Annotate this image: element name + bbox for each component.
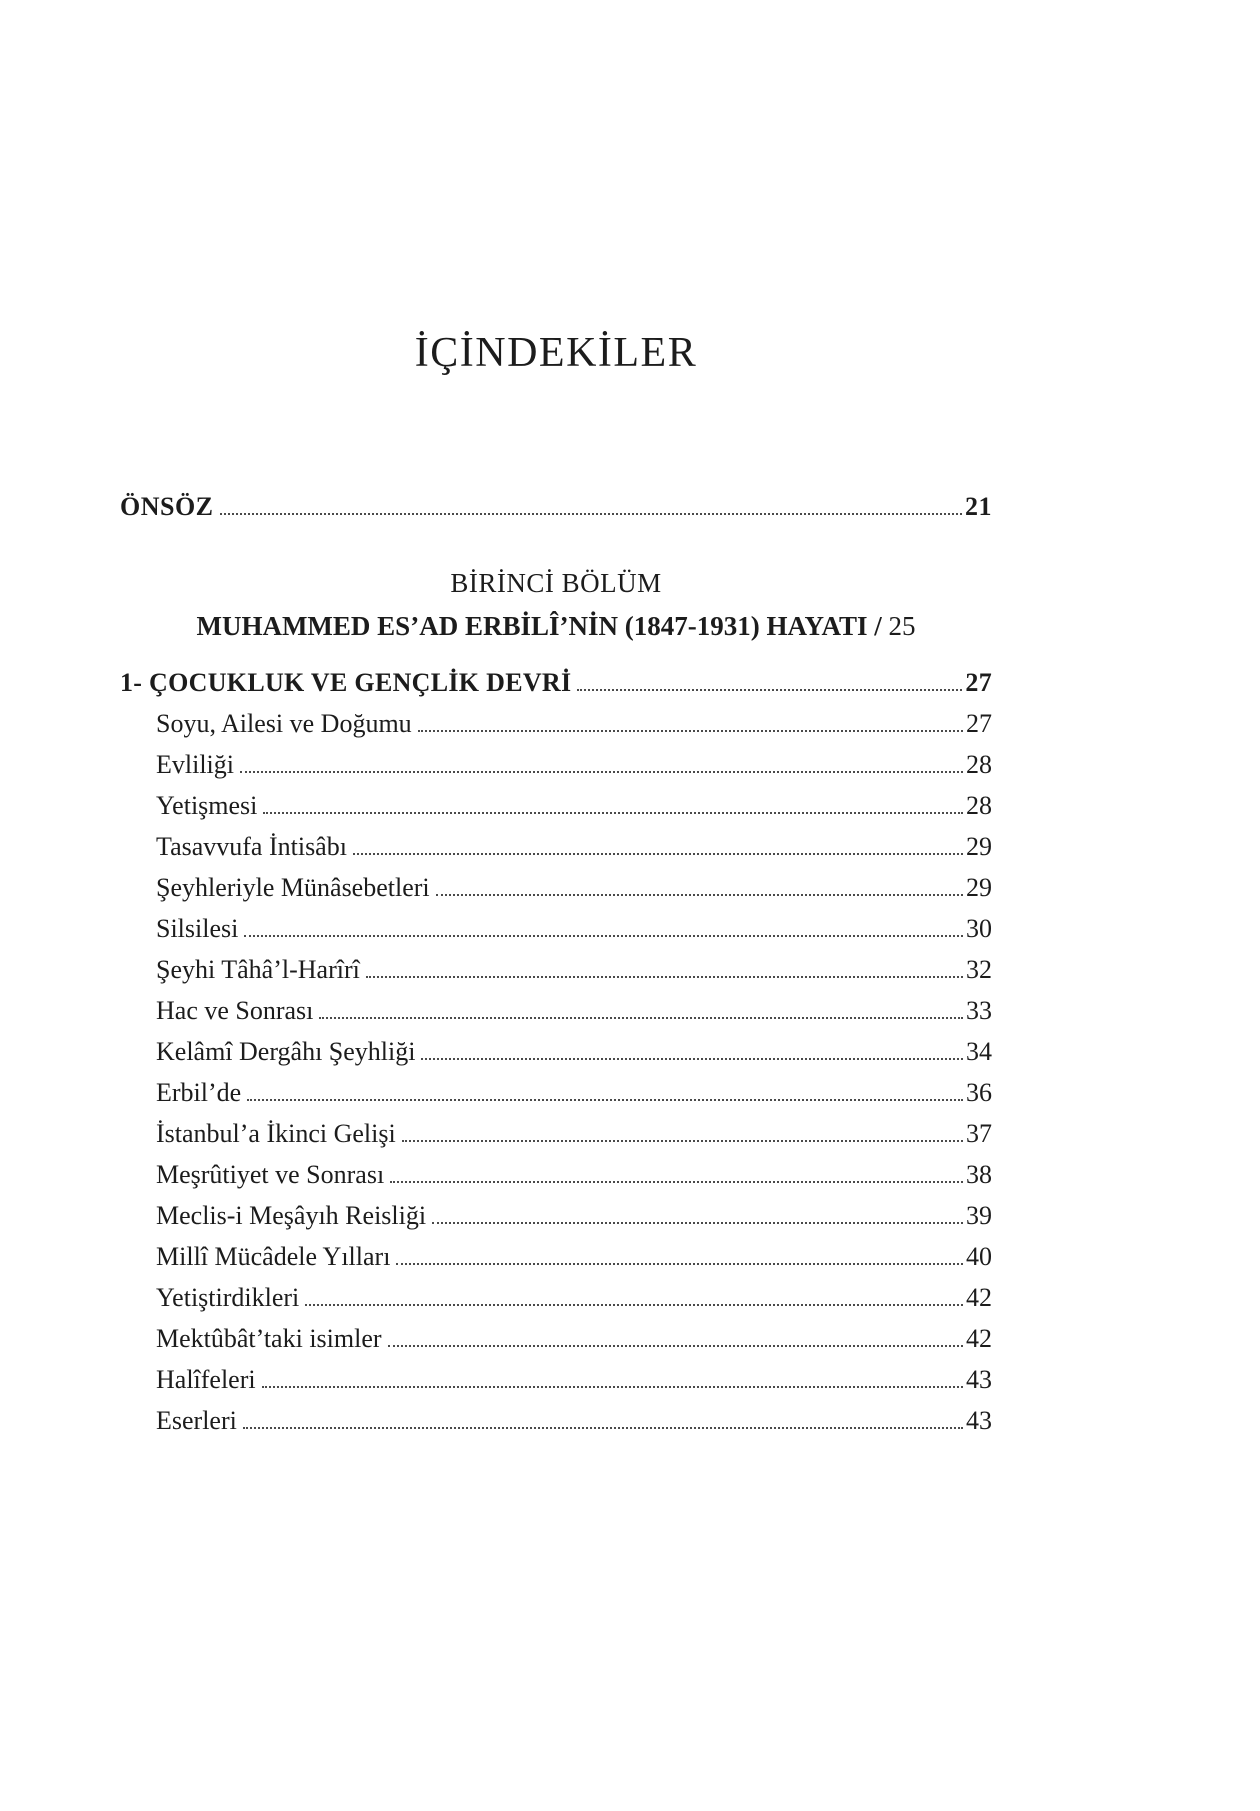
dot-leader — [388, 1345, 963, 1347]
dot-leader — [366, 976, 963, 978]
entry-page-number: 43 — [966, 1365, 992, 1394]
entry-page-number: 34 — [966, 1037, 992, 1066]
entry-page-number: 40 — [966, 1242, 992, 1271]
entry-label: Yetiştirdikleri — [156, 1283, 300, 1312]
entry-page-number: 43 — [966, 1406, 992, 1435]
toc-entry — [120, 1201, 992, 1231]
entry-label: İstanbul’a İkinci Gelişi — [156, 1119, 396, 1148]
entry-label: Soyu, Ailesi ve Doğumu — [156, 709, 412, 738]
dot-leader — [402, 1140, 963, 1142]
chapter-heading-text: MUHAMMED ES’AD ERBİLÎ’NİN (1847-1931) HAYATI — [196, 611, 868, 641]
onsoz-page-number: 21 — [965, 492, 992, 521]
entry-page-number: 28 — [966, 750, 992, 779]
entry-label: Eserleri — [156, 1406, 237, 1435]
toc-entry — [120, 832, 992, 862]
entry-label: Silsilesi — [156, 914, 239, 943]
chapter-page-number: 25 — [888, 611, 916, 641]
dot-leader — [319, 1017, 963, 1019]
entry-page-number: 39 — [966, 1201, 992, 1230]
entry-label: Erbil’de — [156, 1078, 242, 1107]
dot-leader — [244, 935, 963, 937]
entry-page-number: 42 — [966, 1283, 992, 1312]
toc-entry — [120, 955, 992, 985]
entry-page-number: 29 — [966, 832, 992, 861]
entry-page-number: 27 — [966, 709, 992, 738]
toc-entry — [120, 1119, 992, 1149]
entry-page-number: 28 — [966, 791, 992, 820]
chapter-heading — [120, 611, 992, 642]
toc-entry — [120, 1283, 992, 1313]
section-label: 1- ÇOCUKLUK VE GENÇLİK DEVRİ — [120, 668, 572, 697]
toc-entry — [120, 1242, 992, 1272]
toc-entry — [120, 791, 992, 821]
entry-page-number: 37 — [966, 1119, 992, 1148]
entry-label: Şeyhi Tâhâ’l-Harîrî — [156, 955, 360, 984]
toc-entry — [120, 709, 992, 739]
dot-leader — [353, 853, 963, 855]
dot-leader — [247, 1099, 963, 1101]
dot-leader — [390, 1181, 963, 1183]
dot-leader — [421, 1058, 963, 1060]
entry-label: Evliliği — [156, 750, 234, 779]
entry-label: Millî Mücâdele Yılları — [156, 1242, 391, 1271]
entry-label: Kelâmî Dergâhı Şeyhliği — [156, 1037, 416, 1066]
entry-page-number: 38 — [966, 1160, 992, 1189]
toc-section-row — [120, 668, 992, 698]
entry-page-number: 42 — [966, 1324, 992, 1353]
toc-entry — [120, 1324, 992, 1354]
toc-entry — [120, 996, 992, 1026]
dot-leader — [305, 1304, 963, 1306]
entry-label: Meşrûtiyet ve Sonrası — [156, 1160, 385, 1189]
dot-leader — [243, 1427, 963, 1429]
entry-label: Hac ve Sonrası — [156, 996, 314, 1025]
toc-entry — [120, 1406, 992, 1436]
toc-entries — [120, 709, 992, 1436]
toc-entry — [120, 1078, 992, 1108]
chapter-heading-separator: / — [867, 611, 889, 641]
dot-leader — [418, 730, 963, 732]
entry-page-number: 29 — [966, 873, 992, 902]
entry-page-number: 36 — [966, 1078, 992, 1107]
toc-row-onsoz — [120, 492, 992, 522]
dot-leader — [240, 771, 963, 773]
entry-label: Mektûbât’taki isimler — [156, 1324, 382, 1353]
dot-leader — [220, 513, 962, 515]
dot-leader — [432, 1222, 963, 1224]
dot-leader — [262, 1386, 963, 1388]
entry-label: Halîfeleri — [156, 1365, 256, 1394]
dot-leader — [396, 1263, 963, 1265]
section-page-number: 27 — [965, 668, 992, 697]
toc-entry — [120, 873, 992, 903]
toc-entry — [120, 914, 992, 944]
dot-leader — [577, 689, 962, 691]
dot-leader — [263, 812, 963, 814]
entry-page-number: 33 — [966, 996, 992, 1025]
toc-entry — [120, 1037, 992, 1067]
dot-leader — [436, 894, 963, 896]
toc-content — [120, 332, 992, 1436]
entry-label: Yetişmesi — [156, 791, 258, 820]
entry-page-number: 32 — [966, 955, 992, 984]
page-title: İÇİNDEKİLER — [414, 330, 698, 376]
entry-label: Meclis-i Meşâyıh Reisliği — [156, 1201, 427, 1230]
entry-page-number: 30 — [966, 914, 992, 943]
entry-label: Tasavvufa İntisâbı — [156, 832, 347, 861]
onsoz-label: ÖNSÖZ — [120, 492, 214, 521]
entry-label: Şeyhleriyle Münâsebetleri — [156, 873, 430, 902]
toc-entry — [120, 750, 992, 780]
toc-entry — [120, 1365, 992, 1395]
chapter-kicker: BİRİNCİ BÖLÜM — [450, 568, 662, 598]
toc-entry — [120, 1160, 992, 1190]
